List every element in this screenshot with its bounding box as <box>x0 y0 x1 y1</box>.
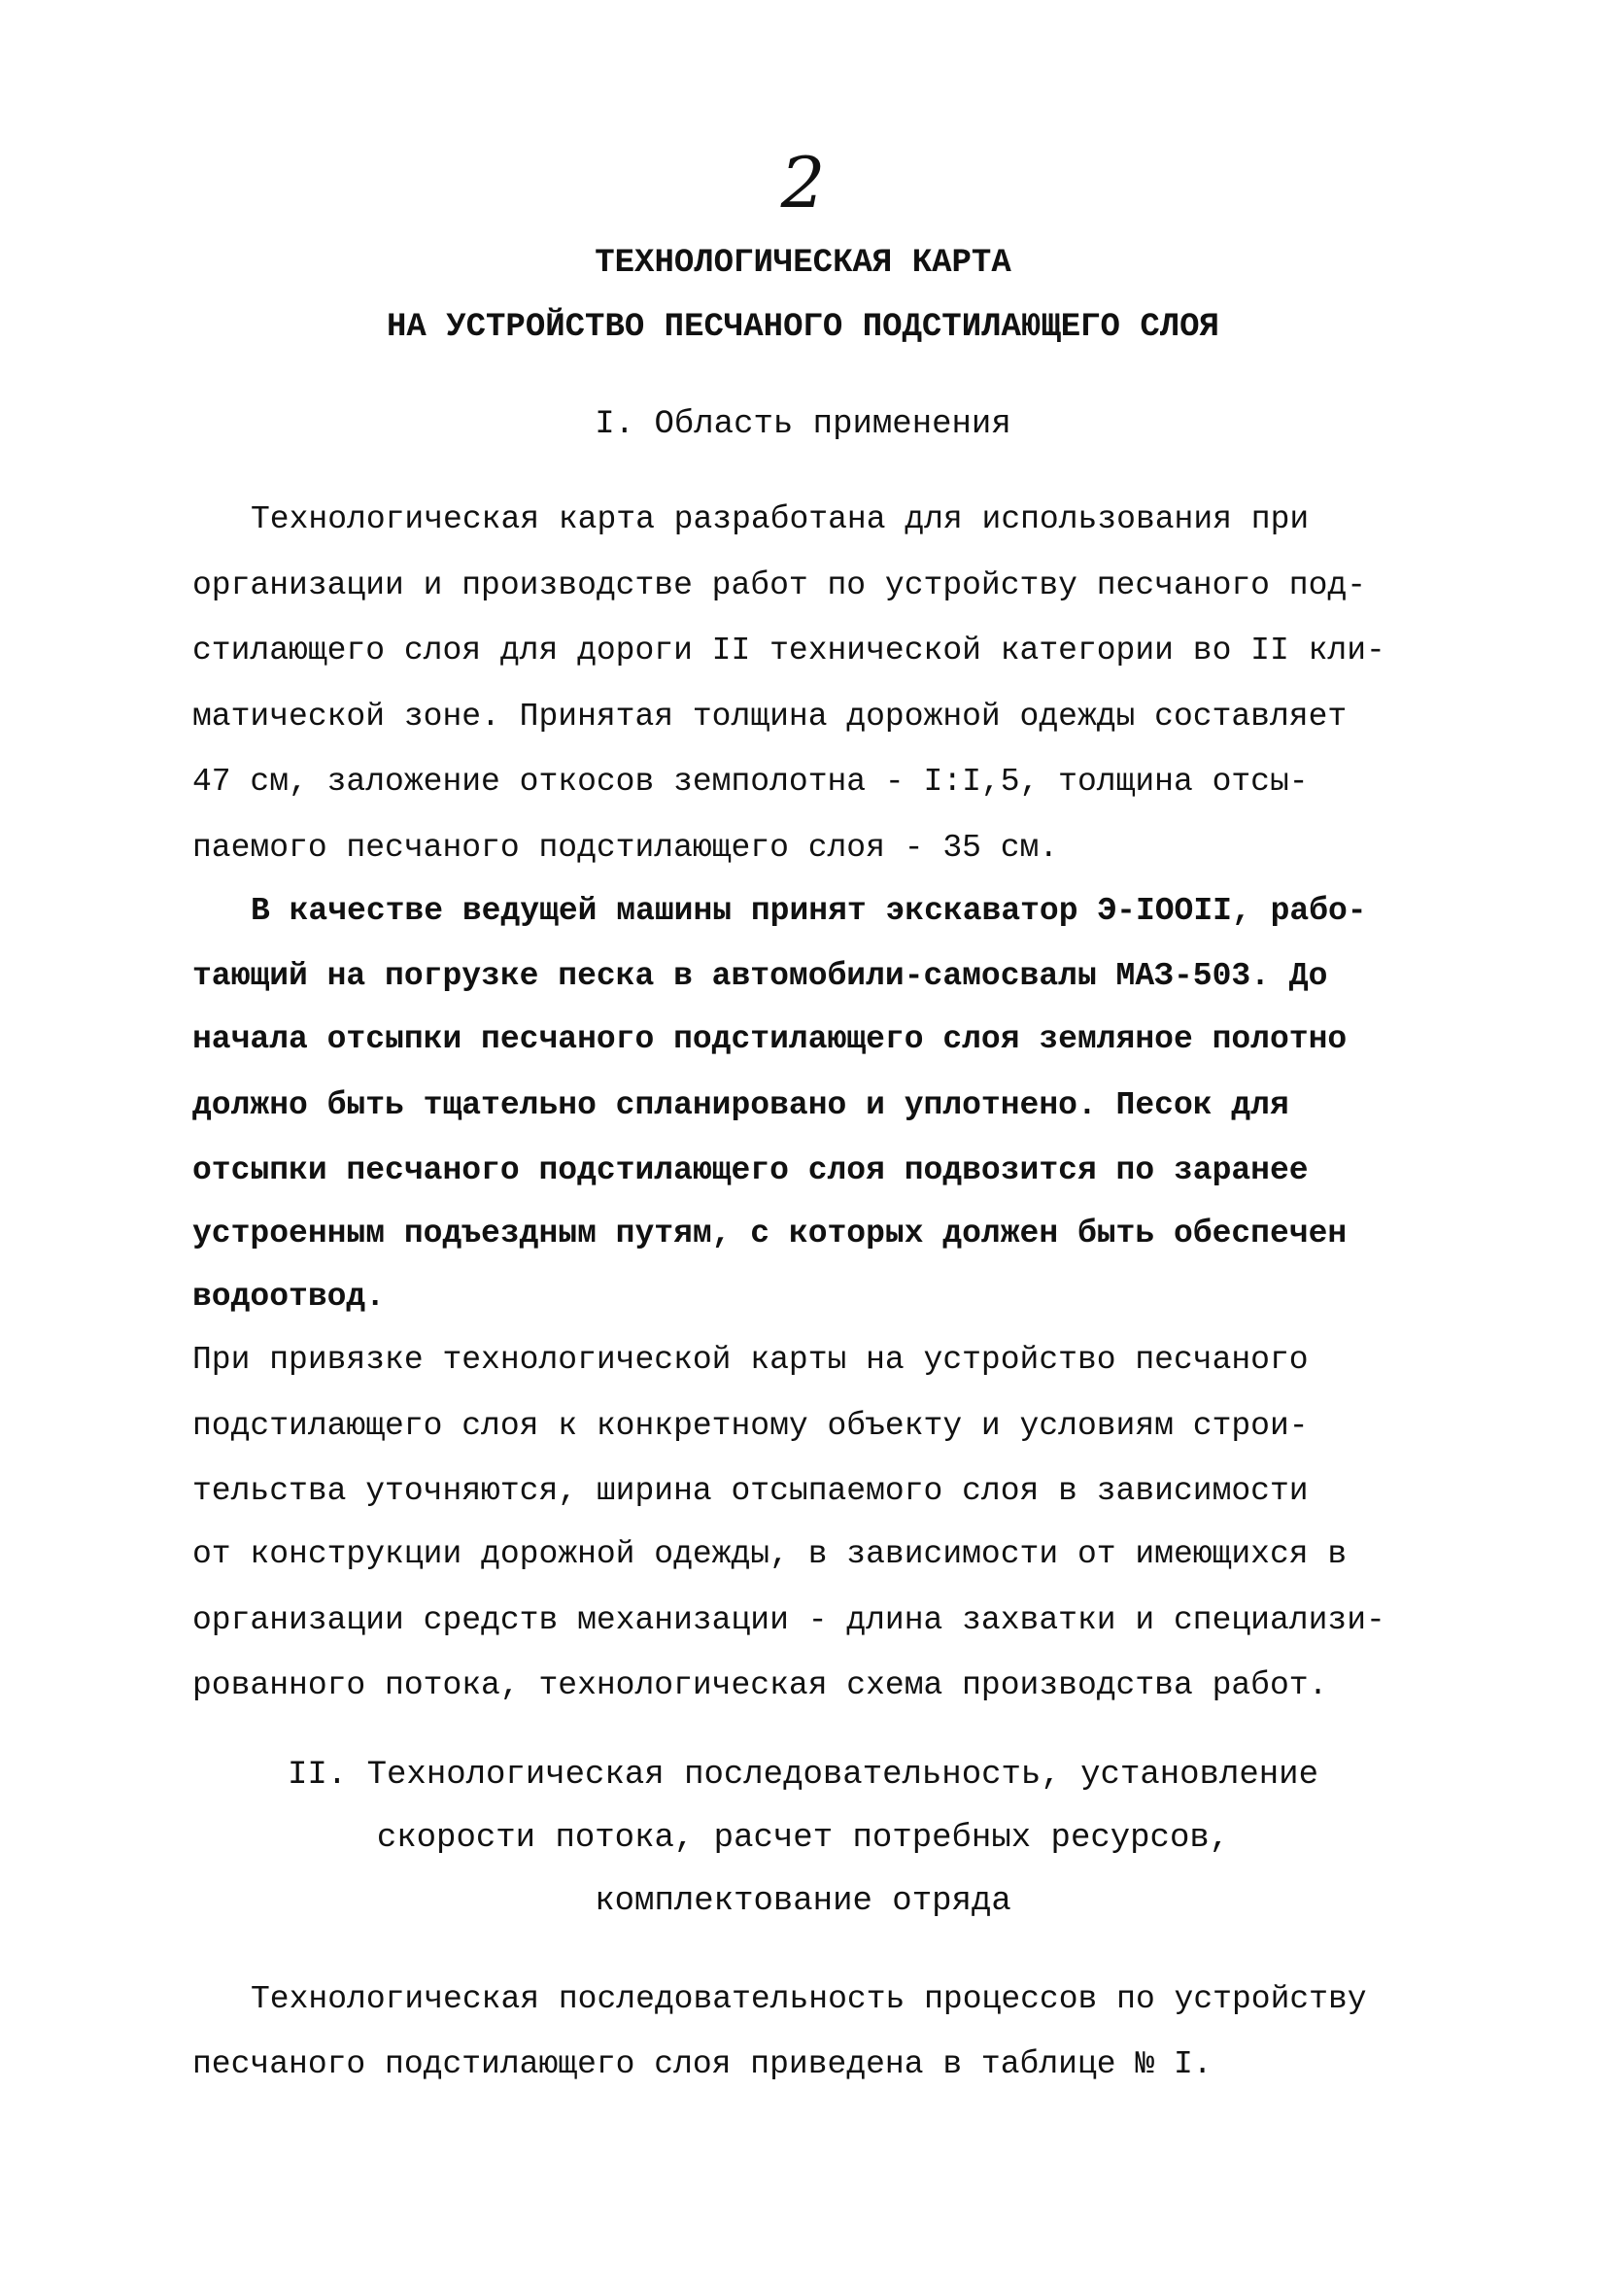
s1-p2-line-1: В качестве ведущей машины принят экскаватор Э-IOOII, рабо- <box>251 893 1367 929</box>
s1-p2-line-7: водоотвод. <box>192 1279 386 1315</box>
s1-p2-line-6: устроенным подъездным путям, с которых должен быть обеспечен <box>192 1216 1348 1251</box>
s1-p3-line-2: подстилающего слоя к конкретному объекту и условиям строи- <box>192 1408 1309 1444</box>
section2-heading-line-3: комплектование отряда <box>595 1883 1011 1920</box>
title-line-2: НА УСТРОЙСТВО ПЕСЧАНОГО ПОДСТИЛАЮЩЕГО СЛОЯ <box>387 309 1219 346</box>
s1-p2-line-4: должно быть тщательно спланировано и уплотнено. Песок для <box>192 1087 1289 1123</box>
s1-p3-line-1: При привязке технологической карты на устройство песчаного <box>192 1342 1309 1378</box>
s1-p1-line-3: стилающего слоя для дороги II технической категории во II кли- <box>192 633 1385 668</box>
s1-p2-line-2: тающий на погрузке песка в автомобили-самосвалы МАЗ-503. До <box>192 958 1328 994</box>
s1-p1-line-2: организации и производстве работ по устройству песчаного под- <box>192 567 1366 603</box>
s2-p1-line-2: песчаного подстилающего слоя приведена в таблице № I. <box>192 2046 1213 2082</box>
page-number: 2 <box>780 142 826 223</box>
s2-p1-line-1: Технологическая последовательность процессов по устройству <box>251 1981 1367 2017</box>
s1-p3-line-5: организации средств механизации - длина захватки и специализи- <box>192 1602 1385 1638</box>
s1-p2-line-5: отсыпки песчаного подстилающего слоя подвозится по заранее <box>192 1152 1309 1188</box>
s1-p3-line-4: от конструкции дорожной одежды, в зависимости от имеющихся в <box>192 1536 1348 1572</box>
section2-heading-line-2: скорости потока, расчет потребных ресурсов, <box>376 1820 1230 1857</box>
s1-p3-line-3: тельства уточняются, ширина отсыпаемого слоя в зависимости <box>192 1473 1309 1509</box>
s1-p2-line-3: начала отсыпки песчаного подстилающего слоя земляное полотно <box>192 1021 1348 1057</box>
section2-heading-line-1: II. Технологическая последовательность, установление <box>288 1757 1318 1794</box>
s1-p1-line-4: матической зоне. Принятая толщина дорожной одежды составляет <box>192 699 1348 735</box>
title-line-1: ТЕХНОЛОГИЧЕСКАЯ КАРТА <box>595 245 1011 282</box>
s1-p1-line-5: 47 см, заложение откосов земполотна - I:I,5, толщина отсы- <box>192 764 1309 800</box>
s1-p1-line-6: паемого песчаного подстилающего слоя - 35 см. <box>192 830 1059 866</box>
s1-p1-line-1: Технологическая карта разработана для использования при <box>251 501 1310 537</box>
section1-heading: I. Область применения <box>595 406 1011 443</box>
s1-p3-line-6: рованного потока, технологическая схема производства работ. <box>192 1667 1328 1703</box>
